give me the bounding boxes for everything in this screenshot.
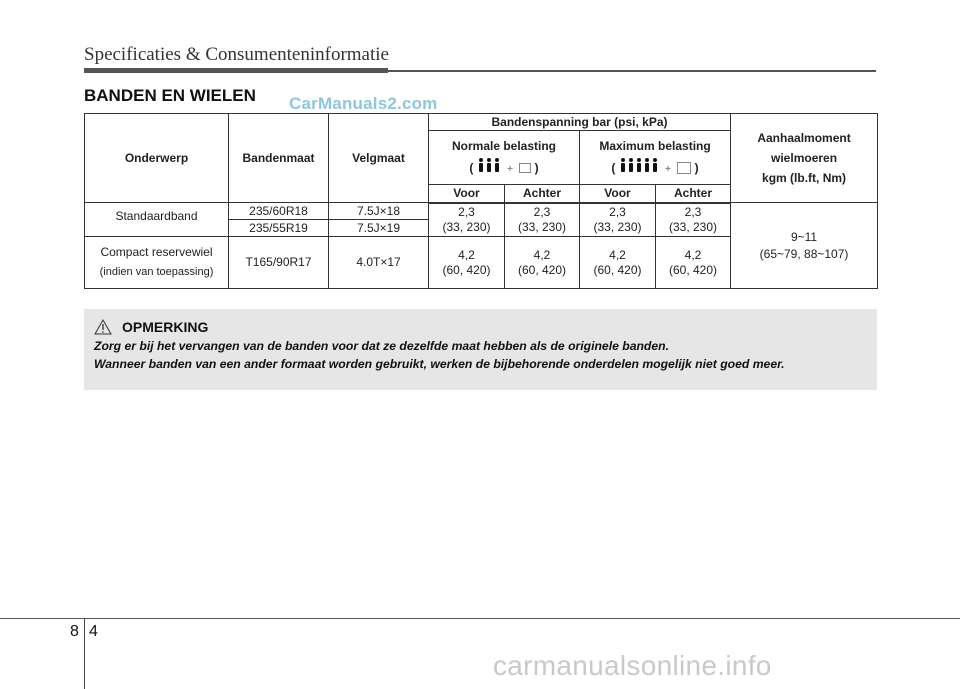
header-velgmaat: Velgmaat xyxy=(329,114,429,203)
pressure-psi-kpa: (33, 230) xyxy=(669,219,718,234)
subheader-achter: Achter xyxy=(656,185,731,203)
cell-pressure xyxy=(580,237,656,289)
watermark-top[interactable]: CarManuals2.com xyxy=(289,94,438,113)
spare-note: (indien van toepassing) xyxy=(99,266,214,278)
subheader-voor: Voor xyxy=(429,185,505,203)
three-persons-icon xyxy=(477,157,501,179)
pressure-psi-kpa: (33, 230) xyxy=(593,219,642,234)
torque-label-line2: wielmoeren xyxy=(771,151,838,165)
header-pressure: Bandenspanning bar (psi, kPa) xyxy=(429,114,731,131)
max-load-label: Maximum belasting xyxy=(599,138,711,153)
header-rule-thin xyxy=(388,70,876,72)
header-max-load xyxy=(580,131,731,185)
note-line-2: Wanneer banden van een ander formaat worden gebruikt, werken de bijbehorende onderdelen mogelijk niet goed meer. xyxy=(94,357,785,371)
pressure-bar: 4,2 xyxy=(684,247,702,262)
luggage-icon xyxy=(519,163,531,173)
page-header-title: Specificaties & Consumenteninformatie xyxy=(84,44,389,65)
normal-load-icon-group xyxy=(469,161,538,175)
max-load-icon-group xyxy=(611,161,698,175)
luggage-icon xyxy=(677,162,691,174)
cell-velgmaat: 4.0T×17 xyxy=(329,237,429,289)
subheader-voor: Voor xyxy=(580,185,656,203)
cell-bandenmaat: 235/60R18 xyxy=(229,203,329,220)
pressure-psi-kpa: (60, 420) xyxy=(669,262,718,277)
pressure-psi-kpa: (33, 230) xyxy=(517,219,567,234)
spare-label: Compact reservewiel xyxy=(100,245,213,259)
cell-pressure xyxy=(656,237,731,289)
subheader-achter: Achter xyxy=(505,185,580,203)
tire-spec-table xyxy=(84,113,878,289)
pressure-bar: 2,3 xyxy=(533,204,551,219)
note-line-1: Zorg er bij het vervangen van de banden voor dat ze dezelfde maat hebben als de originele banden. xyxy=(94,339,669,353)
paren-close: ) xyxy=(534,160,539,175)
pressure-bar: 2,3 xyxy=(458,204,475,219)
header-bandenmaat: Bandenmaat xyxy=(229,114,329,203)
pressure-bar: 2,3 xyxy=(684,204,702,219)
pressure-bar: 4,2 xyxy=(458,247,475,262)
cell-pressure xyxy=(505,203,580,237)
pressure-psi-kpa: (33, 230) xyxy=(442,219,491,234)
pressure-psi-kpa: (60, 420) xyxy=(442,262,491,277)
cell-velgmaat: 7.5J×18 xyxy=(329,203,429,220)
pressure-psi-kpa: (60, 420) xyxy=(593,262,642,277)
five-persons-icon xyxy=(619,157,659,179)
pressure-bar: 2,3 xyxy=(609,204,626,219)
normal-load-label: Normale belasting xyxy=(451,138,557,153)
footer-rule xyxy=(0,618,960,619)
cell-torque xyxy=(731,203,878,289)
cell-bandenmaat: 235/55R19 xyxy=(229,220,329,237)
cell-pressure xyxy=(505,237,580,289)
paren-open: ( xyxy=(611,160,616,175)
paren-close: ) xyxy=(694,160,699,175)
header-torque xyxy=(731,114,878,203)
torque-label-line1: Aanhaalmoment xyxy=(757,131,851,145)
torque-label-line3: kgm (lb.ft, Nm) xyxy=(762,171,847,185)
cell-velgmaat: 7.5J×19 xyxy=(329,220,429,237)
footer-divider xyxy=(84,618,85,689)
watermark-bottom[interactable]: carmanualsonline.info xyxy=(493,650,772,681)
cell-pressure xyxy=(656,203,731,237)
plus-sign: + xyxy=(507,163,513,175)
row-spare-onderwerp xyxy=(85,237,229,289)
torque-lbft-nm: (65~79, 88~107) xyxy=(759,246,849,261)
section-title: BANDEN EN WIELEN xyxy=(84,86,256,105)
header-rule-thick xyxy=(84,68,388,73)
row-standard-onderwerp: Standaardband xyxy=(85,203,229,237)
torque-kgm: 9~11 xyxy=(790,229,818,244)
cell-bandenmaat: T165/90R17 xyxy=(229,237,329,289)
cell-pressure xyxy=(580,203,656,237)
warning-triangle-icon xyxy=(94,319,112,335)
cell-pressure xyxy=(429,237,505,289)
pressure-bar: 4,2 xyxy=(609,247,626,262)
note-title: OPMERKING xyxy=(122,319,209,335)
header-onderwerp: Onderwerp xyxy=(85,114,229,203)
pressure-psi-kpa: (60, 420) xyxy=(517,262,567,277)
page-number: 4 xyxy=(89,623,98,640)
header-normal-load xyxy=(429,131,580,185)
chapter-number: 8 xyxy=(70,623,79,640)
note-heading xyxy=(94,319,208,335)
paren-open: ( xyxy=(469,160,474,175)
plus-sign: + xyxy=(665,163,671,175)
pressure-bar: 4,2 xyxy=(533,247,551,262)
cell-pressure xyxy=(429,203,505,237)
